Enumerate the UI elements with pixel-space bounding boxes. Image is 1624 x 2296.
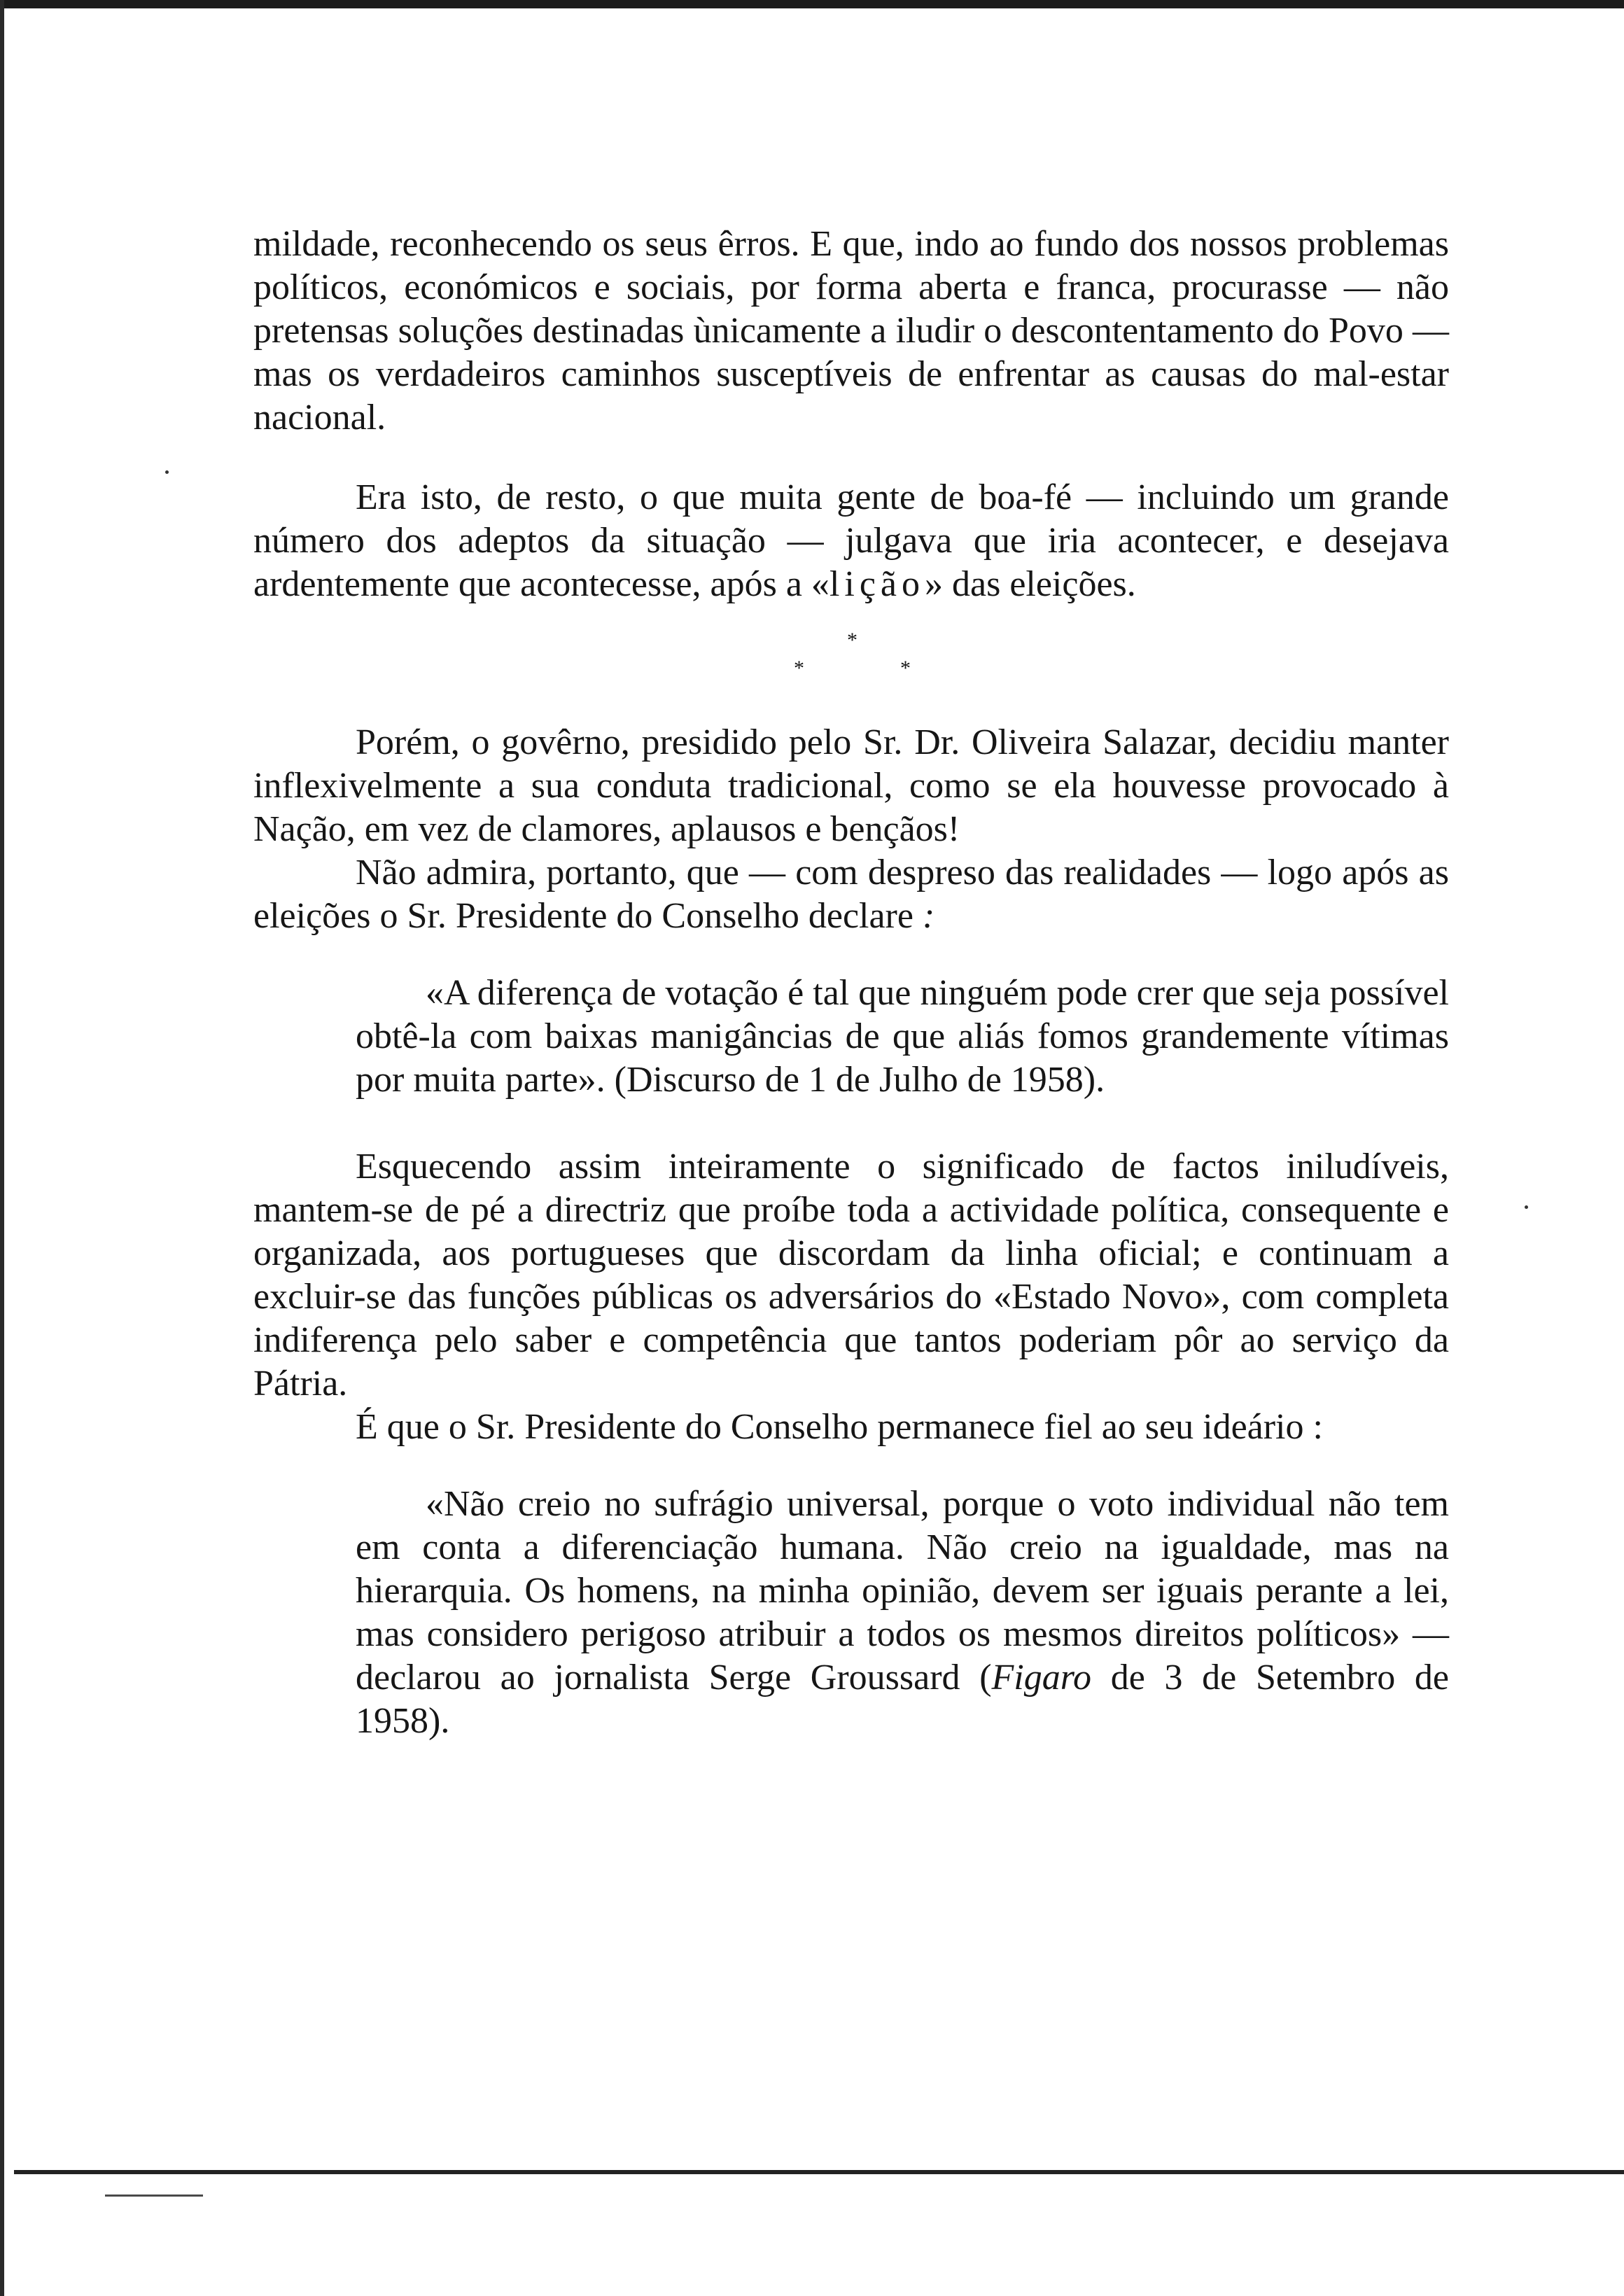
quote-1: «A diferença de votação é tal que ninguém pode crer que seja possível obtê-la com baixas manigâncias de que aliás fomos grandemente vítimas por muita parte». (Discurso de 1 de Julho de 1958). <box>356 973 1449 1100</box>
document-page <box>253 223 1449 1743</box>
paragraph-4 <box>253 851 1449 938</box>
separator-star: * <box>900 657 911 680</box>
scan-border-left <box>0 0 4 2296</box>
paragraph-2-start: Era isto, de resto, o que muita gente de boa-fé — incluindo um grande número dos adeptos da situação — julgava que iria acontecer, e desejava ardentemente que acontecesse, após a « <box>253 477 1449 604</box>
scan-speck <box>1525 1205 1528 1209</box>
paragraph-4-colon: : <box>913 896 935 936</box>
paragraph-5: Esquecendo assim inteiramente o significado de factos iniludíveis, mantem-se de pé a directriz que proíbe toda a actividade política, consequente e organizada, aos portugueses que discordam da linha oficial; e continuam a excluir-se das funções públicas os adversários do «Estado Novo», com completa indiferença pelo saber e competência que tantos poderiam pôr ao serviço da Pátria. <box>253 1147 1449 1404</box>
scan-border-top <box>0 0 1624 8</box>
paragraph-2-end: » das eleições. <box>925 564 1136 604</box>
paragraph-4-text: Não admira, portanto, que — com despreso das realidades — logo após as eleições o Sr. Presidente do Conselho declare <box>253 853 1449 936</box>
quote-2 <box>356 1483 1449 1743</box>
separator-star: * <box>794 657 804 680</box>
separator-star: * <box>847 629 858 652</box>
paragraph-6: É que o Sr. Presidente do Conselho permanece fiel ao seu ideário : <box>356 1407 1323 1447</box>
paragraph-2 <box>253 476 1449 606</box>
paragraph-1: mildade, reconhecendo os seus êrros. E que, indo ao fundo dos nossos problemas políticos, económicos e sociais, por forma aberta e franca, procurasse — não pretensas soluções destinadas ùnicamente a iludir o descontentamento do Povo — mas os verdadeiros caminhos susceptíveis de enfrentar as causas do mal-estar nacional. <box>253 224 1449 438</box>
quote-2-end: de 3 de Setembro de 1958). <box>356 1658 1449 1741</box>
scan-border-bottom <box>14 2170 1624 2174</box>
scan-speck <box>165 470 169 474</box>
quote-2-text: «Não creio no sufrágio universal, porque o voto individual não tem em conta a diferenciação humana. Não creio na igualdade, mas na hierarquia. Os homens, na minha opinião, devem ser iguais perante a lei, mas considero perigoso atribuir a todos os mesmos direitos políticos» — declarou ao jornalista Serge Groussard ( <box>356 1484 1449 1698</box>
quote-2-publication: Figaro <box>991 1658 1092 1698</box>
paragraph-3: Porém, o govêrno, presidido pelo Sr. Dr. Oliveira Salazar, decidiu manter inflexivelmente a sua conduta tradicional, como se ela houvesse provocado à Nação, em vez de clamores, aplausos e bençãos! <box>253 722 1449 849</box>
section-separator <box>253 623 1449 721</box>
paragraph-2-emphasis: lição <box>829 564 925 604</box>
scan-mark-bottom <box>105 2194 203 2197</box>
